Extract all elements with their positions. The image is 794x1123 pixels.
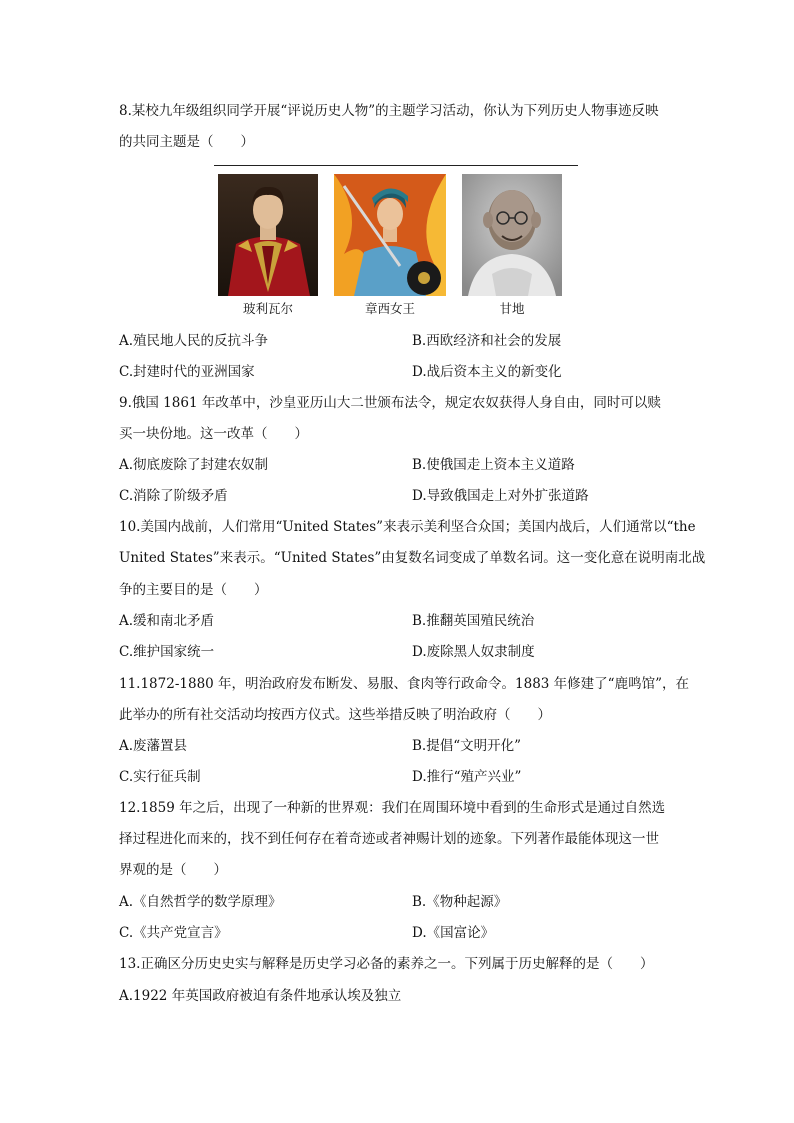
q8-option-b[interactable]: B.西欧经济和社会的发展 [412,333,562,349]
q13-stem-line1: 13.正确区分历史史实与解释是历史学习必备的素养之一。下列属于历史解释的是（ ） [119,956,654,972]
q10-stem-line3: 争的主要目的是（ ） [119,582,268,598]
q10-option-a[interactable]: A.缓和南北矛盾 [119,613,215,629]
q12-stem-line1: 12.1859 年之后，出现了一种新的世界观：我们在周围环境中看到的生命形式是通过自然选 [119,800,666,816]
portrait-caption-gandhi: 甘地 [499,301,525,316]
q12-option-c[interactable]: C.《共产党宣言》 [119,925,228,941]
q9-option-d[interactable]: D.导致俄国走上对外扩张道路 [412,488,589,504]
q11-option-a[interactable]: A.废藩置县 [119,738,188,754]
portrait-bolivar-image [218,174,318,296]
q12-option-a[interactable]: A.《自然哲学的数学原理》 [119,894,282,910]
q9-stem-line1: 9.俄国 1861 年改革中，沙皇亚历山大二世颁布法令，规定农奴获得人身自由，同时可以赎 [119,395,661,411]
portrait-gandhi-image [462,174,562,296]
q12-option-b[interactable]: B.《物种起源》 [412,894,508,910]
q11-option-d[interactable]: D.推行“殖产兴业” [412,769,522,785]
divider-rule [214,165,578,166]
q11-option-c[interactable]: C.实行征兵制 [119,769,201,785]
q10-option-d[interactable]: D.废除黑人奴隶制度 [412,644,535,660]
q12-stem-line2: 择过程进化而来的，找不到任何存在着奇迹或者神赐计划的迹象。下列著作最能体现这一世 [119,831,659,847]
q8-stem-line2: 的共同主题是（ ） [119,134,254,150]
q9-option-a[interactable]: A.彻底废除了封建农奴制 [119,457,269,473]
q12-option-d[interactable]: D.《国富论》 [412,925,495,941]
q8-option-a[interactable]: A.殖民地人民的反抗斗争 [119,333,269,349]
q10-stem-line1: 10.美国内战前，人们常用“United States”来表示美利坚合众国；美国内战后，人们通常以“the [119,519,696,535]
q9-option-c[interactable]: C.消除了阶级矛盾 [119,488,228,504]
q13-option-a[interactable]: A.1922 年英国政府被迫有条件地承认埃及独立 [119,988,402,1004]
portrait-queen-jhansi-image [334,174,446,296]
q8-option-c[interactable]: C.封建时代的亚洲国家 [119,364,255,380]
q12-stem-line3: 界观的是（ ） [119,862,227,878]
portrait-caption-bolivar: 玻利瓦尔 [242,301,293,316]
q11-stem-line2: 此举办的所有社交活动均按西方仪式。这些举措反映了明治政府（ ） [119,707,551,723]
q9-stem-line2: 买一块份地。这一改革（ ） [119,426,308,442]
q8-stem-line1: 8.某校九年级组织同学开展“评说历史人物”的主题学习活动，你认为下列历史人物事迹反映 [119,103,659,119]
q8-option-d[interactable]: D.战后资本主义的新变化 [412,364,562,380]
q11-option-b[interactable]: B.提倡“文明开化” [412,738,522,754]
q10-option-b[interactable]: B.推翻英国殖民统治 [412,613,535,629]
q11-stem-line1: 11.1872-1880 年，明治政府发布断发、易服、食肉等行政命令。1883 年修建了“鹿鸣馆”，在 [119,676,689,692]
portrait-caption-queen-jhansi: 章西女王 [364,301,415,316]
q10-option-c[interactable]: C.维护国家统一 [119,644,215,660]
q9-option-b[interactable]: B.使俄国走上资本主义道路 [412,457,575,473]
q10-stem-line2: United States”来表示。“United States”由复数名词变成了单数名词。这一变化意在说明南北战 [119,550,706,566]
